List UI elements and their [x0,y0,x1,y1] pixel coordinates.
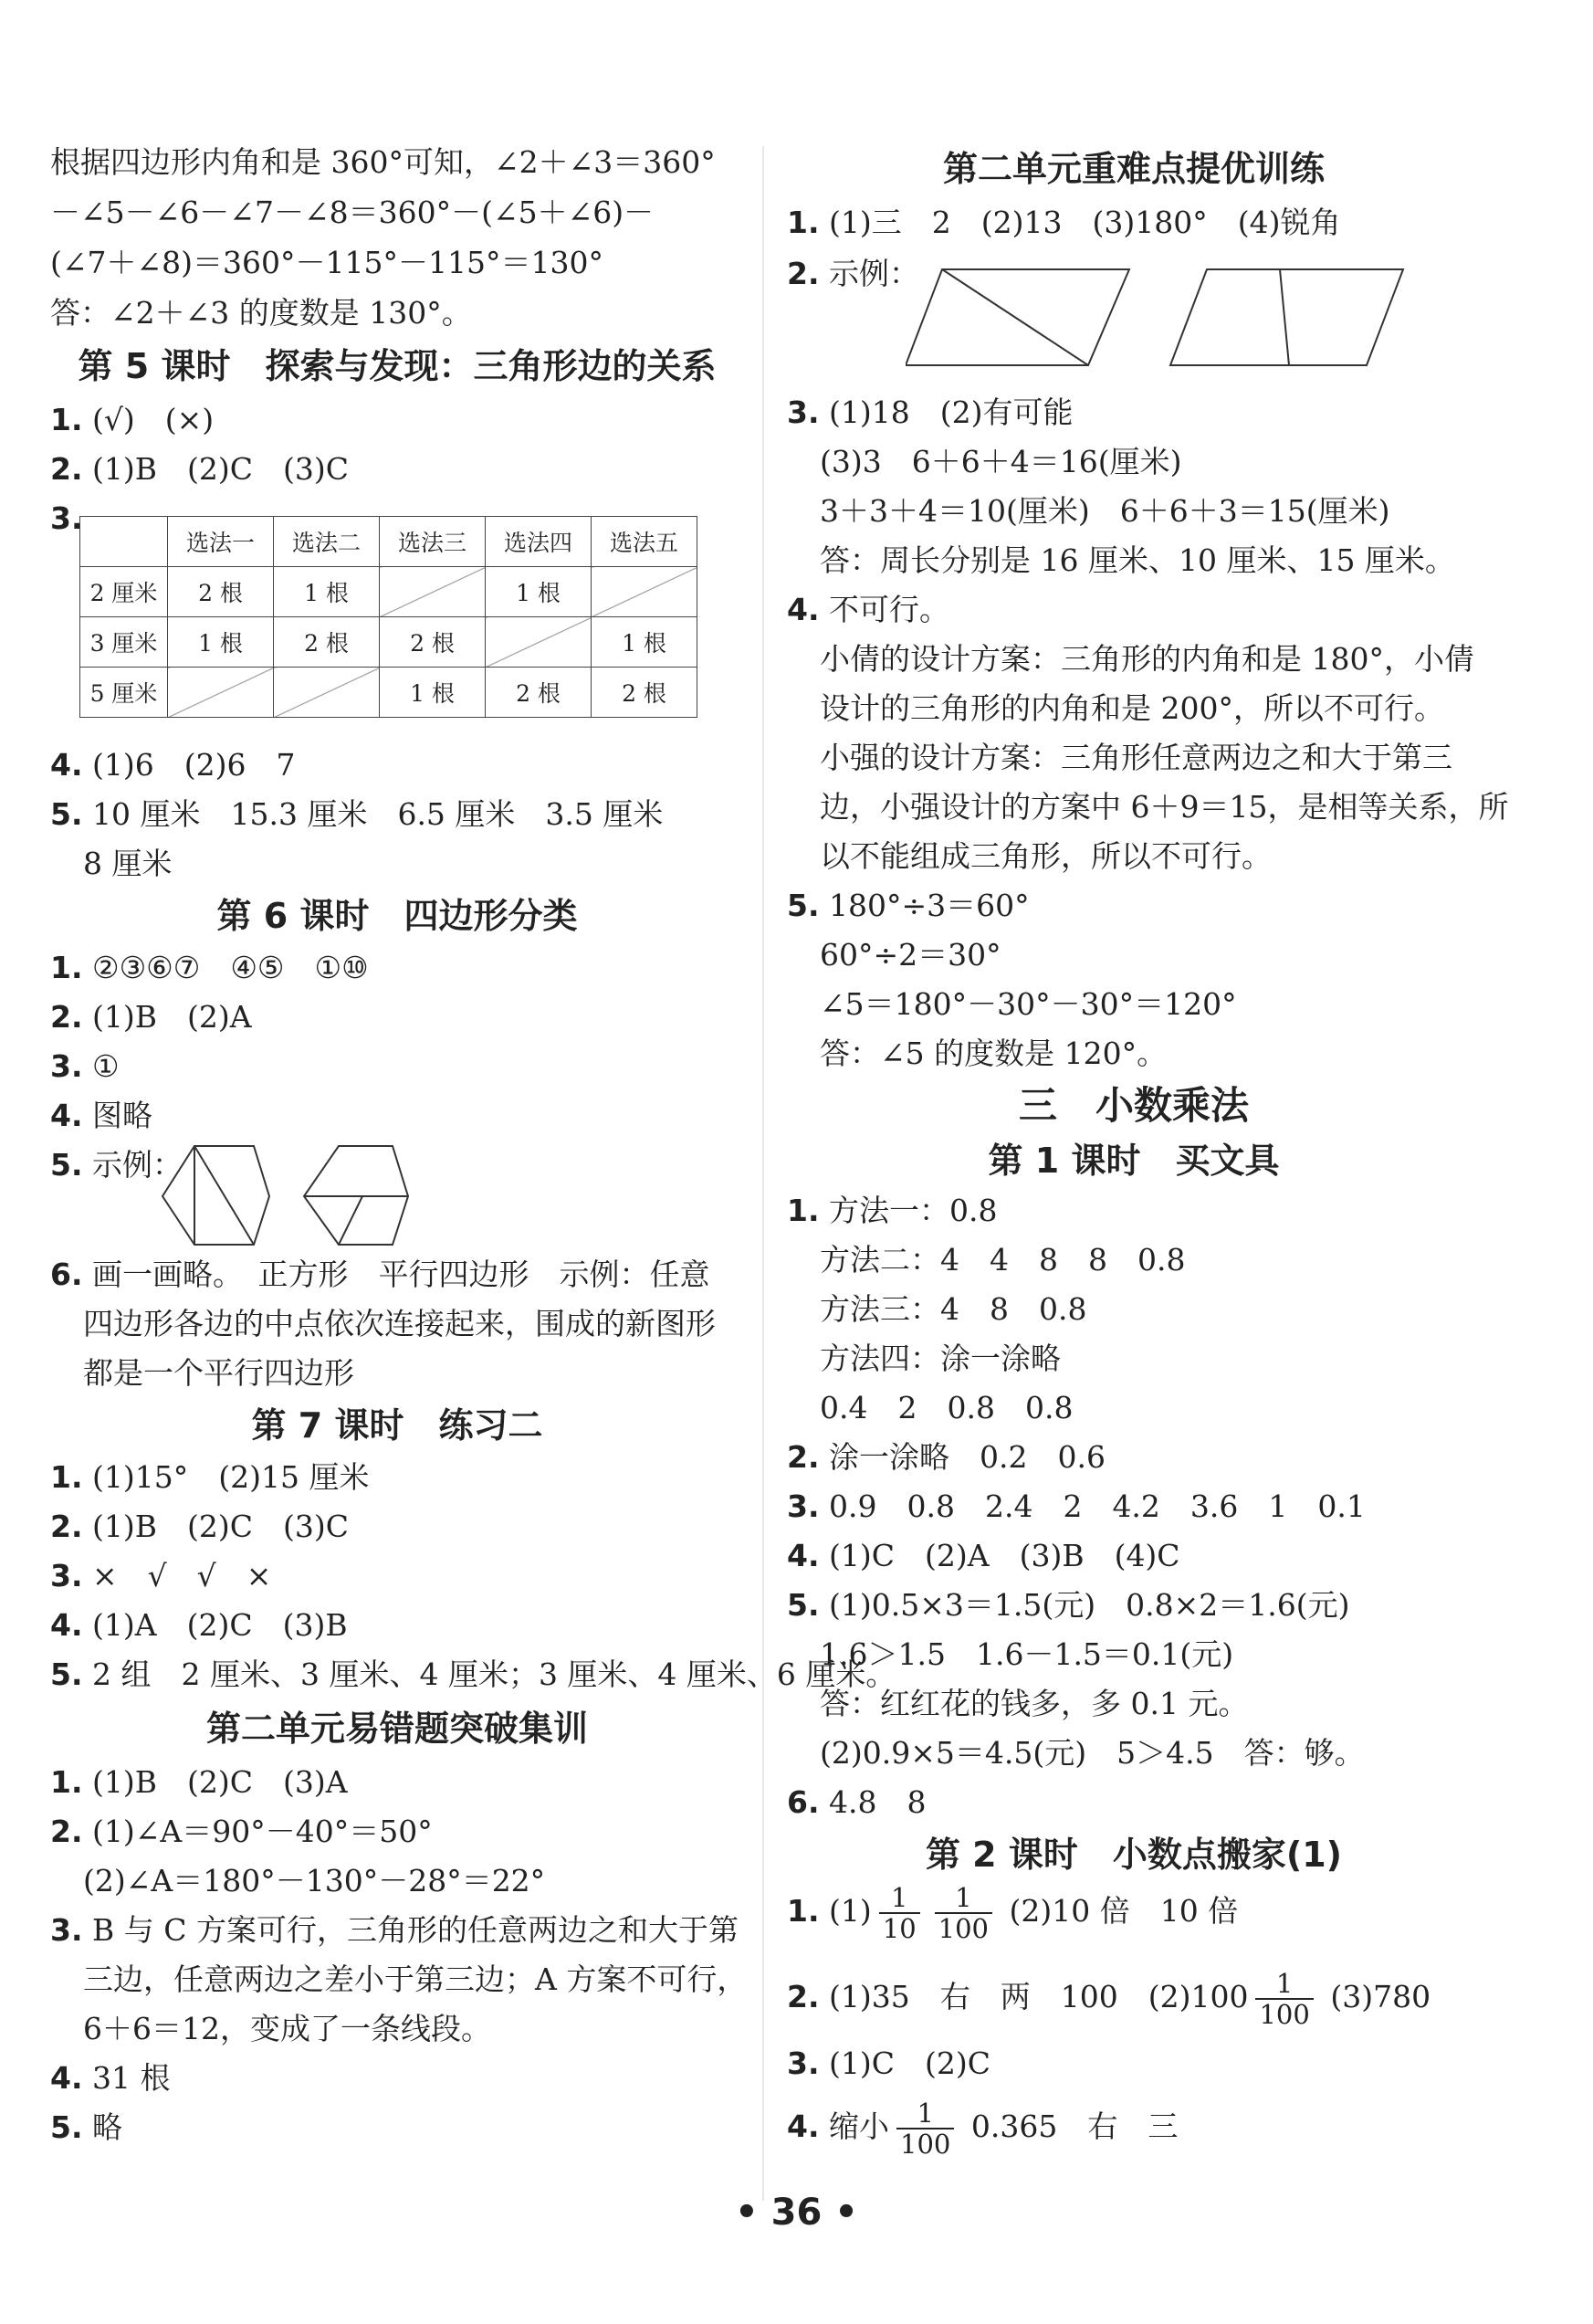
question-row: 3. [50,500,83,536]
question-row: 5. 略 [50,2109,122,2145]
text-line: 根据四边形内角和是 360°可知，∠2＋∠3＝360° [50,144,716,180]
question-row: 2. 涂一涂略 0.2 0.6 [787,1439,1106,1475]
question-row: 1. (1)15° (2)15 厘米 [50,1459,370,1495]
text-line: 设计的三角形的内角和是 200°，所以不可行。 [820,690,1444,726]
table-cell: 1 根 [168,617,274,668]
fraction: $\frac{1}{100}$ [1255,1969,1313,2029]
question-row: 4. (1)C (2)A (3)B (4)C [787,1538,1180,1573]
table-cell: 2 根 [486,668,592,718]
question-row: 4. 缩小 $\frac{1}{100}$ 0.365 右 三 [787,2098,1179,2160]
question-row: 5. 2 组 2 厘米、3 厘米、4 厘米；3 厘米、4 厘米、6 厘米。 [50,1656,896,1692]
question-row: 2. (1)B (2)C (3)C [50,1509,349,1544]
table-row [80,567,697,617]
text-line: 答：∠2＋∠3 的度数是 130°。 [50,295,472,331]
text-line: 小倩的设计方案：三角形的内角和是 180°，小倩 [820,641,1474,677]
table-cell: 3 厘米 [80,617,168,668]
question-row: 2. (1)B (2)C (3)C [50,451,349,487]
table-cell: 2 厘米 [80,567,168,617]
section-title: 第 2 课时 小数点搬家(1) [925,1835,1343,1875]
text-line: 三边，任意两边之差小于第三边；A 方案不可行， [83,1961,748,1997]
section-title: 第 5 课时 探索与发现：三角形边的关系 [78,346,717,386]
table-cell: 1 根 [274,567,380,617]
question-row: 3. (1)C (2)C [787,2045,990,2081]
question-row: 2. 示例： [787,256,919,291]
table-cell-empty [168,668,274,718]
question-row: 5. 10 厘米 15.3 厘米 6.5 厘米 3.5 厘米 [50,796,664,832]
text-line: 以不能组成三角形，所以不可行。 [820,838,1272,874]
column-divider [762,146,764,2201]
text-line: (2)0.9×5＝4.5(元) 5＞4.5 答：够。 [820,1735,1365,1771]
text-line: 答：红红花的钱多，多 0.1 元。 [820,1686,1249,1721]
question-row: 4. 31 根 [50,2060,171,2096]
text-line: 60°÷2＝30° [820,937,1001,973]
table-cell-empty [592,567,697,617]
hexagon-shape [162,1146,269,1245]
table-cell: 选法一 [168,517,274,567]
question-row: 1. (1)B (2)C (3)A [50,1764,348,1800]
question-row: 5. 示例： [50,1147,183,1183]
hexagon-figures [160,1141,415,1251]
text-line: (∠7＋∠8)＝360°－115°－115°＝130° [50,245,603,280]
section-title: 第 6 课时 四边形分类 [216,896,578,936]
text-line: 方法三：4 8 0.8 [820,1291,1087,1327]
text-line: 方法四：涂一涂略 [820,1341,1061,1376]
section-title: 第 7 课时 练习二 [251,1405,543,1446]
table-cell: 1 根 [380,668,486,718]
question-row: 3. (1)18 (2)有可能 [787,394,1074,430]
parallelogram-figures [906,265,1408,374]
table-cell: 2 根 [274,617,380,668]
text-line: 方法二：4 4 8 8 0.8 [820,1242,1186,1278]
question-row: 6. 画一画略。 正方形 平行四边形 示例：任意 [50,1257,710,1292]
text-line: 都是一个平行四边形 [83,1355,354,1391]
segment-line [339,1196,362,1245]
question-row: 4. (1)6 (2)6 7 [50,747,296,783]
question-row: 2. (1)B (2)A [50,999,252,1035]
section-title: 第 1 课时 买文具 [988,1141,1280,1181]
diagonal-line [942,269,1088,365]
question-row: 1. (1)三 2 (2)13 (3)180° (4)锐角 [787,205,1341,240]
question-row: 3. × √ √ × [50,1558,272,1593]
table-cell: 选法四 [486,517,592,567]
question-row: 3. B 与 C 方案可行，三角形的任意两边之和大于第 [50,1912,739,1948]
question-row: 2. (1)35 右 两 100 (2)100 $\frac{1}{100}$ (3)780 [787,1968,1431,2030]
section-title: 第二单元重难点提优训练 [942,149,1325,189]
fraction: $\frac{1}{100}$ [935,1883,992,1943]
question-row: 3. ① [50,1048,120,1084]
table-cell: 5 厘米 [80,668,168,718]
question-row: 5. 180°÷3＝60° [787,888,1030,923]
text-line: 答：周长分别是 16 厘米、10 厘米、15 厘米。 [820,542,1455,578]
table-header-row [80,517,697,567]
table-cell-empty [380,567,486,617]
table-cell: 2 根 [168,567,274,617]
question-row: 4. (1)A (2)C (3)B [50,1607,348,1643]
text-line: 6＋6＝12，变成了一条线段。 [83,2011,491,2046]
text-line: (2)∠A＝180°－130°－28°＝22° [83,1863,546,1898]
text-line: 0.4 2 0.8 0.8 [820,1390,1074,1425]
text-line: －∠5－∠6－∠7－∠8＝360°－(∠5＋∠6)－ [50,195,655,230]
text-line: 答：∠5 的度数是 120°。 [820,1036,1168,1071]
text-line: ∠5＝180°－30°－30°＝120° [820,986,1237,1022]
table-cell: 1 根 [486,567,592,617]
fraction: $\frac{1}{10}$ [879,1883,920,1943]
text-line: 1.6＞1.5 1.6－1.5＝0.1(元) [820,1636,1234,1672]
diagonal-line [194,1146,254,1245]
question-row: 2. (1)∠A＝90°－40°＝50° [50,1814,433,1849]
table-cell: 选法二 [274,517,380,567]
question-row: 6. 4.8 8 [787,1784,927,1820]
question-row: 4. 图略 [50,1098,152,1133]
text-line: 四边形各边的中点依次连接起来，围成的新图形 [83,1306,716,1341]
question-row: 5. (1)0.5×3＝1.5(元) 0.8×2＝1.6(元) [787,1587,1350,1623]
page-number: • 36 • [735,2192,858,2234]
parallelogram-shape [906,269,1129,365]
table-cell: 2 根 [592,668,697,718]
table-cell: 2 根 [380,617,486,668]
text-line: (3)3 6＋6＋4＝16(厘米) [820,444,1182,479]
text-line: 3＋3＋4＝10(厘米) 6＋6＋3＝15(厘米) [820,493,1390,529]
question-row: 4. 不可行。 [787,592,949,627]
table-cell-empty [486,617,592,668]
text-line: 8 厘米 [83,846,173,881]
question-row: 1. (√) (×) [50,402,215,437]
table-cell [80,517,168,567]
question-row: 1. 方法一：0.8 [787,1193,998,1228]
segment-line [1280,269,1289,365]
unit-title: 三 小数乘法 [1018,1083,1249,1128]
text-line: 小强的设计方案：三角形任意两边之和大于第三 [820,740,1452,775]
fraction: $\frac{1}{100}$ [896,2098,954,2159]
table-row [80,617,697,668]
section-title: 第二单元易错题突破集训 [205,1709,588,1749]
table-row [80,668,697,718]
question-row: 1. ②③⑥⑦ ④⑤ ①⑩ [50,950,369,985]
table-cell-empty [274,668,380,718]
text-line: 边，小强设计的方案中 6＋9＝15，是相等关系，所 [820,789,1509,825]
question-row: 1. (1) $\frac{1}{10}$ $\frac{1}{100}$ (2)10 倍 10 倍 [787,1882,1239,1944]
table-cell: 选法五 [592,517,697,567]
selection-table [79,516,697,718]
question-row: 3. 0.9 0.8 2.4 2 4.2 3.6 1 0.1 [787,1488,1366,1524]
table-cell: 选法三 [380,517,486,567]
table-cell: 1 根 [592,617,697,668]
